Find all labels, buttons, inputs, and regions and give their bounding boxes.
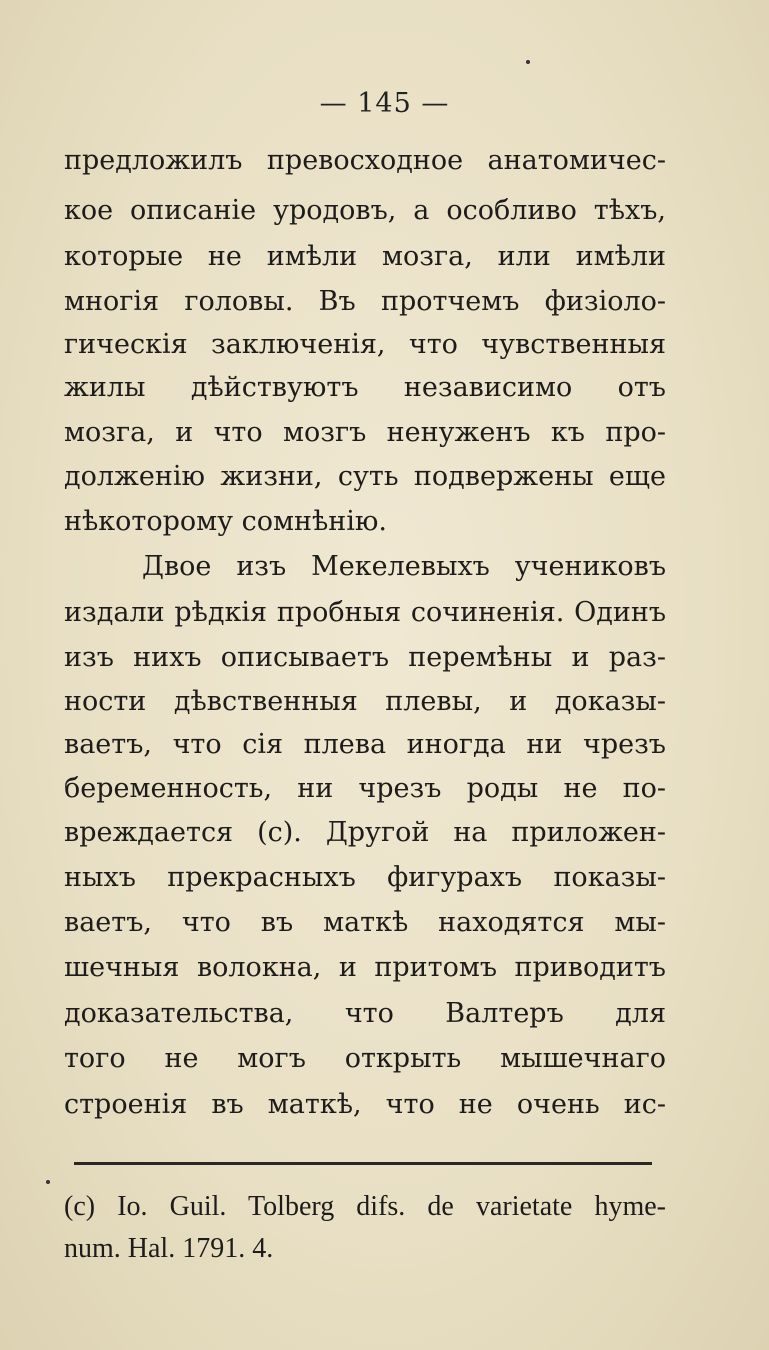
body-line: издали рѣдкія пробныя сочиненія. Одинъ <box>64 597 666 628</box>
body-line: многія головы. Въ протчемъ физіоло- <box>64 286 666 317</box>
body-line: доказательства, что Валтеръ для <box>64 998 666 1029</box>
page-number: — 145 — <box>319 88 450 119</box>
body-line: мозга, и что мозгъ ненуженъ къ про- <box>64 417 666 448</box>
body-line: ности дѣвственныя плевы, и доказы- <box>64 686 666 717</box>
body-line: предложилъ превосходное анатомичес- <box>64 145 666 176</box>
body-line: шечныя волокна, и притомъ приводитъ <box>64 952 666 983</box>
paragraph-first-line: Двое изъ Мекелевыхъ учениковъ <box>142 551 666 582</box>
body-line: гическія заключенія, что чувственныя <box>64 329 666 360</box>
footnote-rule <box>74 1162 652 1165</box>
body-line: жилы дѣйствуютъ независимо отъ <box>64 372 666 403</box>
ink-speck <box>526 60 530 64</box>
body-line: вреждается (с). Другой на приложен- <box>64 817 666 848</box>
ink-speck <box>46 1180 50 1184</box>
body-line: нѣкоторому сомнѣнію. <box>64 506 387 537</box>
body-line: беременность, ни чрезъ роды не по- <box>64 773 666 804</box>
body-line: ваетъ, что въ маткѣ находятся мы- <box>64 907 666 938</box>
body-line: ваетъ, что сія плева иногда ни чрезъ <box>64 729 666 760</box>
body-line: изъ нихъ описываетъ перемѣны и раз- <box>64 642 666 673</box>
body-line: долженію жизни, суть подвержены еще <box>64 461 666 492</box>
body-line: кое описаніе уродовъ, а особливо тѣхъ, <box>64 195 666 226</box>
footnote-line: num. Hal. 1791. 4. <box>64 1233 274 1264</box>
body-line: строенія въ маткѣ, что не очень ис- <box>64 1089 666 1120</box>
body-line: того не могъ открыть мышечнаго <box>64 1043 666 1074</box>
body-line: которые не имѣли мозга, или имѣли <box>64 241 666 272</box>
footnote-line: (c) Io. Guil. Tolberg difs. de varietate hyme- <box>64 1191 666 1222</box>
body-line: ныхъ прекрасныхъ фигурахъ показы- <box>64 862 666 893</box>
